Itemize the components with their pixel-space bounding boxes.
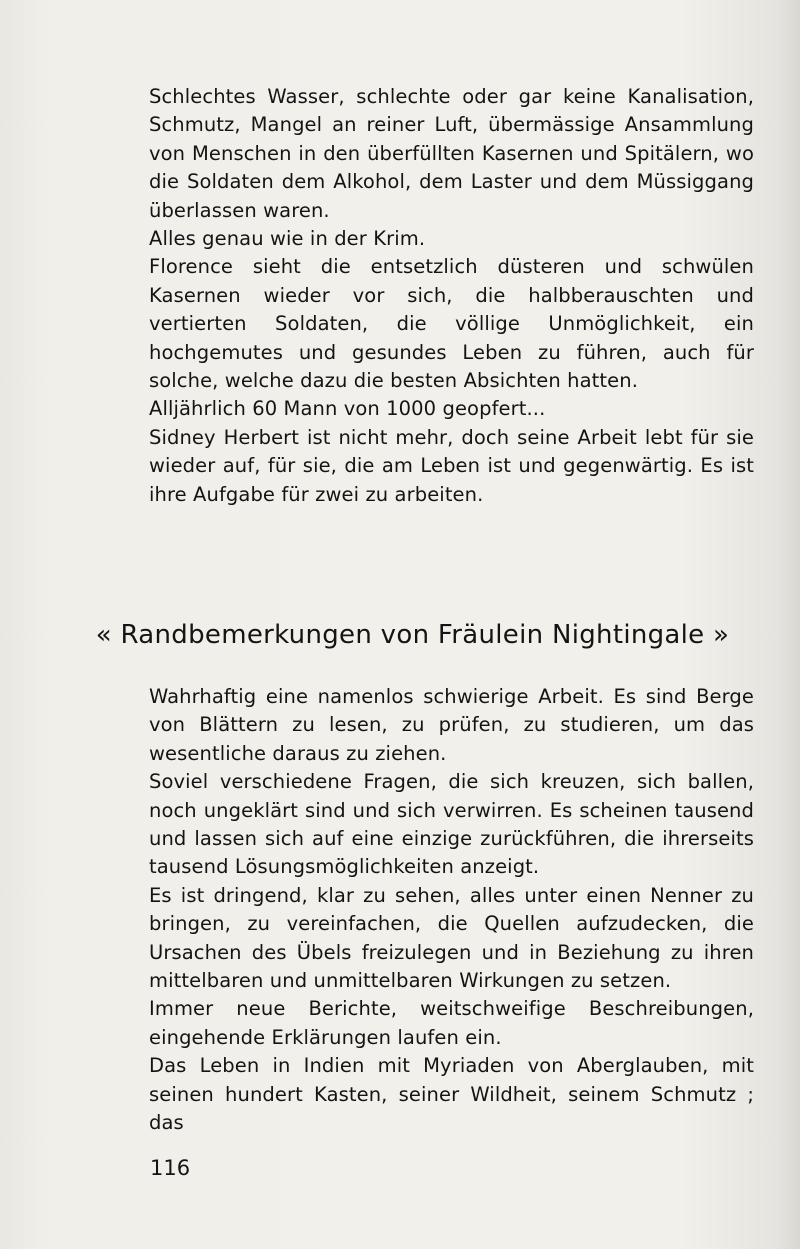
paragraph: Florence sieht die entsetzlich düsteren und schwülen Kasernen wieder vor sich, die halbberauschten und vertierten Soldaten, die völlige Unmöglichkeit, ein hochgemutes und gesundes Leben zu führen, auch für solche, welche dazu die besten Absichten hatten. <box>149 255 754 393</box>
paragraph: Wahrhaftig eine namenlos schwierige Arbeit. Es sind Berge von Blättern zu lesen, zu prüfen, zu studieren, um das wesentliche daraus zu ziehen. <box>149 685 754 765</box>
top-text-block <box>149 83 754 509</box>
paragraph: Es ist dringend, klar zu sehen, alles unter einen Nenner zu bringen, zu vereinfachen, die Quellen aufzudecken, die Ursachen des Übels freizulegen und in Beziehung zu ihren mittelbaren und unmittelbaren Wirkungen zu setzen. <box>149 883 754 993</box>
section-heading: « Randbemerkungen von Fräulein Nightingale » <box>95 620 730 650</box>
paragraph: Soviel verschiedene Fragen, die sich kreuzen, sich ballen, noch ungeklärt sind und sich verwirren. Es scheinen tausend und lassen sich auf eine einzige zurückführen, die ihrerseits tausend Lösungsmöglichkeiten anzeigt. <box>149 770 754 879</box>
paragraph: Das Leben in Indien mit Myriaden von Aberglauben, mit seinen hundert Kasten, seiner Wildheit, seinem Schmutz ; das <box>149 1054 754 1135</box>
paragraph: Sidney Herbert ist nicht mehr, doch seine Arbeit lebt für sie wieder auf, für sie, die am Leben ist und gegenwärtig. Es ist ihre Aufgabe für zwei zu arbeiten. <box>149 425 754 506</box>
paragraph: Schlechtes Wasser, schlechte oder gar keine Kanalisation, Schmutz, Mangel an reiner Luft, übermässige Ansammlung von Menschen in den überfüllten Kasernen und Spitälern, wo die Soldaten dem Alkohol, dem Laster und dem Müssiggang überlassen waren. <box>149 85 754 222</box>
paragraph: Alles genau wie in der Krim. <box>149 227 426 251</box>
paragraph: Immer neue Berichte, weitschweifige Beschreibungen, eingehende Erklärungen laufen ein. <box>149 997 754 1049</box>
page-number: 116 <box>150 1156 191 1180</box>
bottom-text-block <box>149 683 754 1138</box>
paragraph: Alljährlich 60 Mann von 1000 geopfert... <box>149 397 546 421</box>
